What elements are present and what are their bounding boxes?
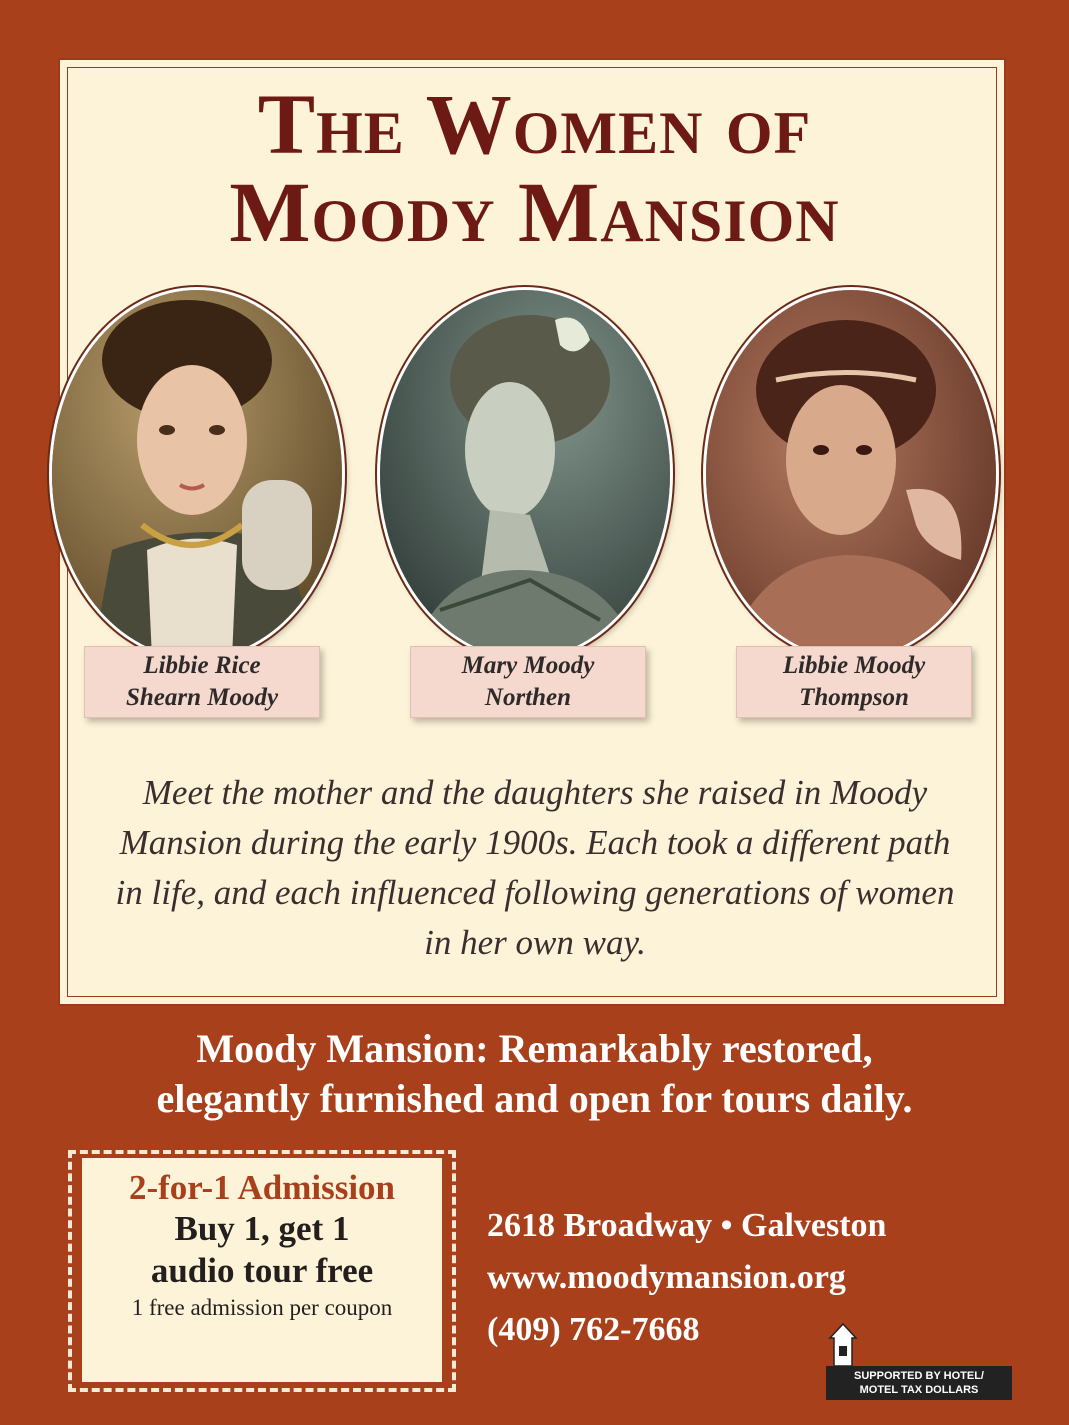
phone-number[interactable]: (409) 762-7668 [487, 1311, 700, 1348]
name-line2: Thompson [799, 684, 909, 711]
painting-image [52, 290, 342, 658]
tagline [0, 1024, 1069, 1124]
badge-text [826, 1366, 1012, 1400]
sepia-photo-image [706, 290, 996, 658]
house-icon [828, 1322, 858, 1366]
photo-image [380, 290, 670, 658]
badge-line2: MOTEL TAX DOLLARS [859, 1384, 979, 1396]
name-label-mary-moody-northen [410, 646, 646, 718]
badge-line1: SUPPORTED BY HOTEL/ [854, 1370, 984, 1382]
name-label-libbie-moody-thompson [736, 646, 972, 718]
portrait-mary-moody-northen [380, 290, 670, 658]
coupon-offer-line2: audio tour free [150, 1251, 374, 1290]
tagline-line2: elegantly furnished and open for tours daily. [156, 1076, 913, 1121]
page-title-line1: The Women of [257, 76, 812, 172]
name-line1: Libbie Moody [782, 652, 926, 679]
name-line1: Mary Moody [461, 652, 595, 679]
coupon-body [82, 1158, 442, 1382]
name-line1: Libbie Rice [143, 652, 261, 679]
name-line2: Northen [484, 684, 572, 711]
name-line2: Shearn Moody [125, 684, 279, 711]
coupon-offer-line1: Buy 1, get 1 [174, 1209, 350, 1248]
name-label-libbie-rice-shearn-moody [84, 646, 320, 718]
tagline-line1: Moody Mansion: Remarkably restored, [196, 1026, 873, 1071]
portrait-libbie-rice-shearn-moody [52, 290, 342, 658]
hotel-tax-badge [826, 1322, 1012, 1402]
address: 2618 Broadway • Galveston [487, 1207, 887, 1244]
website-link[interactable]: www.moodymansion.org [487, 1259, 846, 1296]
portrait-libbie-moody-thompson [706, 290, 996, 658]
description-blurb: Meet the mother and the daughters she raised in Moody Mansion during the early 1900s. Each took a different path in life, and each influenced following generations of women in her own way. [115, 773, 955, 962]
page-title-line2: Moody Mansion [229, 164, 840, 260]
coupon-title: 2-for-1 Admission [128, 1168, 396, 1207]
coupon-fine-print: 1 free admission per coupon [131, 1295, 393, 1320]
coupon[interactable] [68, 1150, 456, 1392]
